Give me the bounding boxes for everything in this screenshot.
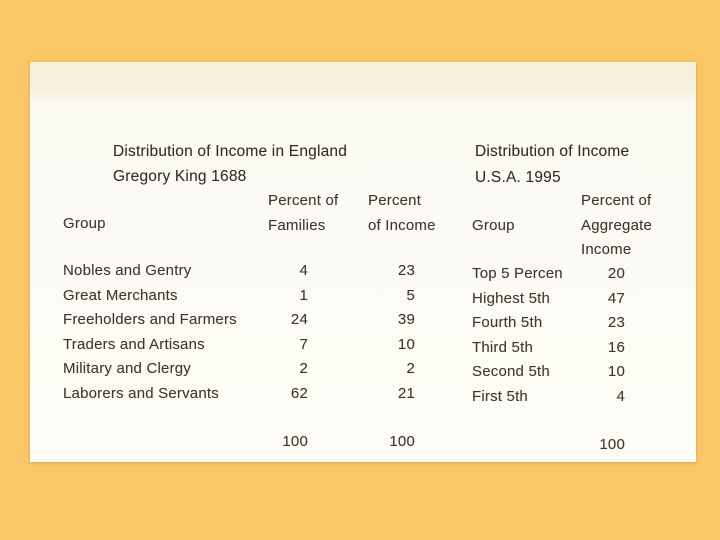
- table-row-group: Laborers and Servants: [63, 385, 219, 402]
- table-row-value: 39: [397, 311, 415, 328]
- table-row-value: 10: [397, 336, 415, 353]
- table-row-group: Fourth 5th: [472, 314, 543, 331]
- table-row-value: 47: [607, 290, 625, 307]
- table-row-value: 21: [397, 385, 415, 402]
- england-col-header-income-line1: Percent: [368, 192, 422, 209]
- usa-col-header-group: Group: [472, 217, 515, 234]
- scanned-document: [30, 62, 696, 462]
- table-row-value: 4: [616, 388, 625, 405]
- england-col-header-families-line2: Families: [268, 217, 326, 234]
- england-table-subtitle: Gregory King 1688: [113, 168, 247, 185]
- england-col-header-income-line2: of Income: [368, 217, 436, 234]
- table-row-group: Great Merchants: [63, 287, 178, 304]
- usa-table-title: Distribution of Income: [475, 143, 630, 160]
- table-row-value: 23: [607, 314, 625, 331]
- usa-col-header-value-line3: Income: [581, 241, 632, 258]
- table-row-value: 10: [607, 363, 625, 380]
- usa-col-header-value-line1: Percent of: [581, 192, 652, 209]
- table-row-value: 62: [290, 385, 308, 402]
- table-row-group: Highest 5th: [472, 290, 551, 307]
- table-row-group: Nobles and Gentry: [63, 262, 192, 279]
- table-row-value: 24: [290, 311, 308, 328]
- england-table-title: Distribution of Income in England: [113, 143, 348, 160]
- england-col-header-group: Group: [63, 215, 106, 232]
- table-row-value: 5: [406, 287, 415, 304]
- table-row-group: Military and Clergy: [63, 360, 192, 377]
- table-row-group: Freeholders and Farmers: [63, 311, 237, 328]
- table-row-group: Top 5 Percen: [472, 265, 563, 282]
- table-row-value: 1: [299, 287, 308, 304]
- england-total-families: 100: [282, 433, 308, 450]
- table-row-group: First 5th: [472, 388, 528, 405]
- table-row-value: 4: [299, 262, 308, 279]
- table-row-group: Second 5th: [472, 363, 550, 380]
- table-row-value: 7: [299, 336, 308, 353]
- table-row-value: 2: [299, 360, 308, 377]
- table-row-group: Third 5th: [472, 339, 533, 356]
- usa-table-subtitle: U.S.A. 1995: [475, 169, 561, 186]
- usa-col-header-value-line2: Aggregate: [581, 217, 653, 234]
- england-total-income: 100: [389, 433, 415, 450]
- table-row-value: 2: [406, 360, 415, 377]
- table-row-value: 16: [607, 339, 625, 356]
- usa-total-income: 100: [599, 436, 625, 453]
- england-col-header-families-line1: Percent of: [268, 192, 339, 209]
- table-row-value: 20: [607, 265, 625, 282]
- table-row-group: Traders and Artisans: [63, 336, 205, 353]
- table-row-value: 23: [397, 262, 415, 279]
